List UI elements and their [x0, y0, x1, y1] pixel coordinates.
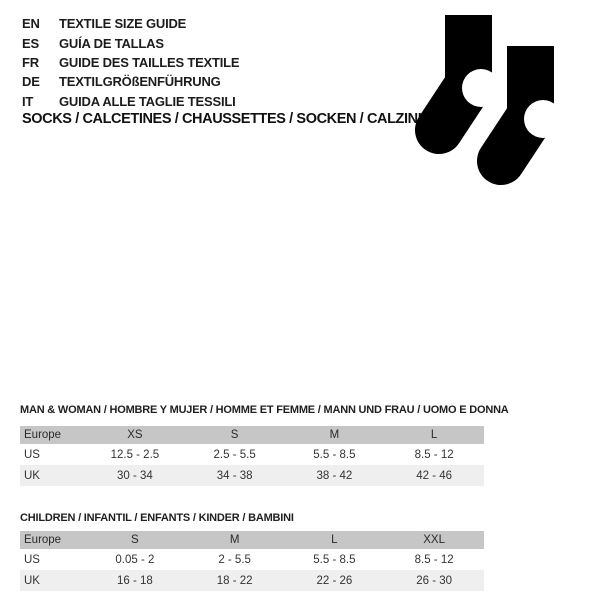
table-row-us [20, 444, 484, 465]
category-title: SOCKS / CALCETINES / CHAUSSETTES / SOCKEN / CALZINI [22, 111, 422, 127]
header-size: S [230, 429, 239, 441]
table-row-uk [20, 465, 484, 486]
language-code: ES [22, 35, 39, 51]
row-label: US [24, 448, 40, 461]
language-title: TEXTILE SIZE GUIDE [59, 16, 187, 32]
size-value: 16 - 18 [116, 574, 153, 587]
header-size: XXL [423, 534, 445, 546]
language-title: GUIDE DES TAILLES TEXTILE [59, 54, 240, 70]
size-value: 5.5 - 8.5 [313, 553, 356, 566]
size-value: 30 - 34 [116, 469, 153, 482]
row-label: US [24, 553, 40, 566]
size-value: 0.05 - 2 [115, 553, 155, 566]
header-region: Europe [24, 429, 62, 441]
language-code: FR [22, 54, 39, 70]
size-value: 5.5 - 8.5 [313, 448, 356, 461]
row-label: UK [24, 574, 40, 587]
size-value: 34 - 38 [216, 469, 253, 482]
socks-icon [398, 5, 568, 190]
size-value: 2 - 5.5 [218, 553, 251, 566]
language-code: IT [22, 93, 34, 109]
table-header-row [20, 426, 484, 444]
size-value: 18 - 22 [216, 574, 253, 587]
language-row-fr [22, 53, 239, 72]
header-region: Europe [24, 534, 62, 546]
size-value: 2.5 - 5.5 [213, 448, 256, 461]
size-value: 38 - 42 [316, 469, 353, 482]
table-header-row [20, 531, 484, 549]
language-row-de [22, 72, 239, 91]
language-title: GUIDA ALLE TAGLIE TESSILI [59, 93, 236, 109]
size-table-children [20, 512, 484, 591]
header-size: L [331, 534, 338, 546]
language-code: EN [22, 16, 40, 32]
size-value: 12.5 - 2.5 [110, 448, 160, 461]
size-value: 8.5 - 12 [414, 553, 454, 566]
header-size: S [131, 534, 139, 546]
language-row-es [22, 33, 239, 52]
language-title: GUÍA DE TALLAS [59, 35, 164, 51]
header-size: M [229, 534, 240, 546]
header-size: M [329, 429, 340, 441]
size-value: 22 - 26 [316, 574, 353, 587]
size-value: 26 - 30 [416, 574, 453, 587]
table-title: CHILDREN / INFANTIL / ENFANTS / KINDER / BAMBINI [20, 512, 294, 524]
size-value: 42 - 46 [416, 469, 453, 482]
language-title: TEXTILGRÖßENFÜHRUNG [59, 74, 221, 90]
row-label: UK [24, 469, 40, 482]
header-size: L [430, 429, 438, 441]
table-title: MAN & WOMAN / HOMBRE Y MUJER / HOMME ET FEMME / MANN UND FRAU / UOMO E DONNA [20, 404, 509, 416]
header-size: XS [127, 429, 143, 441]
language-row-en [22, 14, 239, 33]
size-table-man-woman [20, 404, 509, 486]
table-row-uk [20, 570, 484, 591]
size-table [20, 426, 484, 486]
size-value: 8.5 - 12 [414, 448, 454, 461]
size-table [20, 531, 484, 591]
table-row-us [20, 549, 484, 570]
language-row-it [22, 92, 239, 111]
language-code: DE [22, 74, 40, 90]
language-list [22, 14, 239, 111]
